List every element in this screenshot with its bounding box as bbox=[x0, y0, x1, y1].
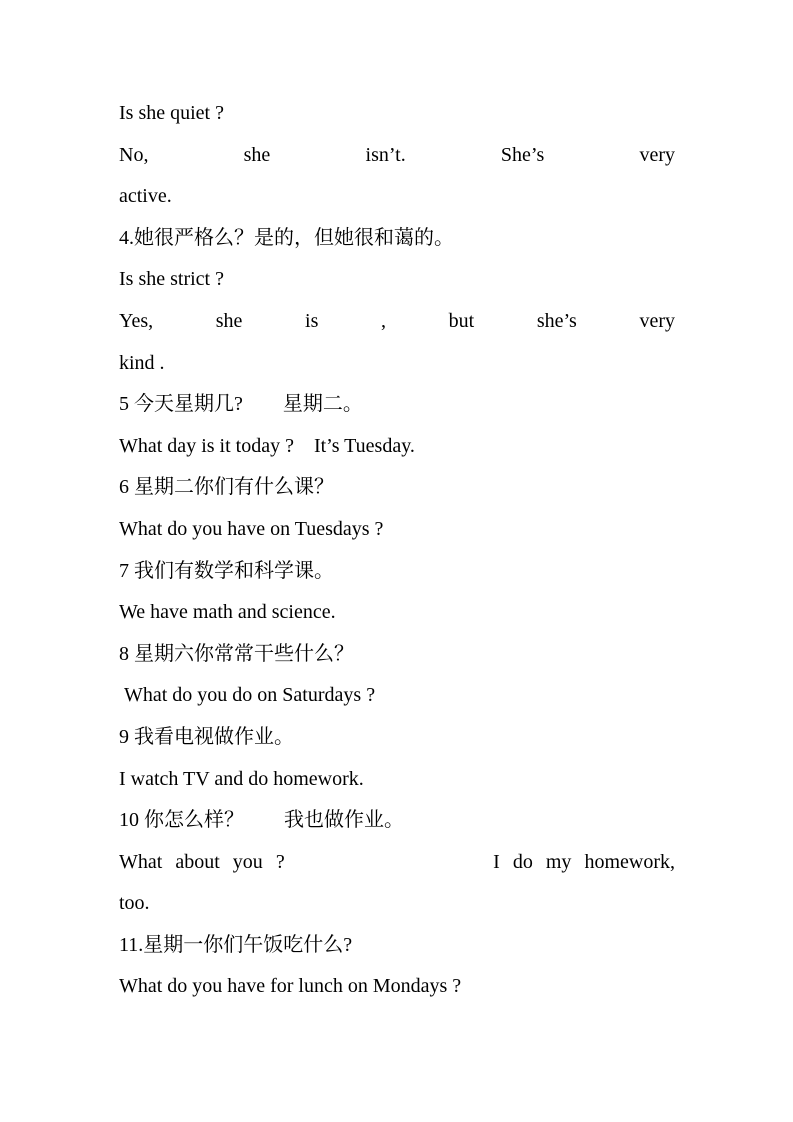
text-line: What about you ? I do my homework, bbox=[119, 850, 675, 873]
text-line: 6 星期二你们有什么课？ bbox=[119, 476, 334, 499]
text-line: 8 星期六你常常干些什么？ bbox=[119, 642, 354, 665]
text-line: What do you have for lunch on Mondays ? bbox=[119, 975, 462, 998]
text-line: We have math and science. bbox=[119, 601, 336, 624]
text-line: 11.星期一你们午饭吃什么? bbox=[119, 933, 353, 956]
text-line: 7 我们有数学和科学课。 bbox=[119, 559, 334, 582]
text-line: Yes, she is , but she’s very bbox=[119, 309, 675, 332]
text-line: 4.她很严格么？是的，但她很和蔼的。 bbox=[119, 226, 454, 249]
text-line: No, she isn’t. She’s very bbox=[119, 143, 675, 166]
text-line: Is she strict ? bbox=[119, 268, 224, 291]
document-content bbox=[119, 93, 675, 1008]
text-line: What do you have on Tuesdays ? bbox=[119, 517, 384, 540]
text-line: What do you do on Saturdays ? bbox=[119, 684, 376, 707]
text-line: active. bbox=[119, 185, 172, 208]
text-line: I watch TV and do homework. bbox=[119, 767, 364, 790]
text-line: 5 今天星期几? 星期二。 bbox=[119, 393, 363, 416]
text-line: kind . bbox=[119, 351, 165, 374]
text-line: 10 你怎么样？ 我也做作业。 bbox=[119, 809, 404, 832]
text-line: too. bbox=[119, 892, 150, 915]
text-line: Is she quiet ? bbox=[119, 102, 224, 124]
text-line: 9 我看电视做作业。 bbox=[119, 725, 294, 748]
text-line: What day is it today ? It’s Tuesday. bbox=[119, 434, 415, 457]
